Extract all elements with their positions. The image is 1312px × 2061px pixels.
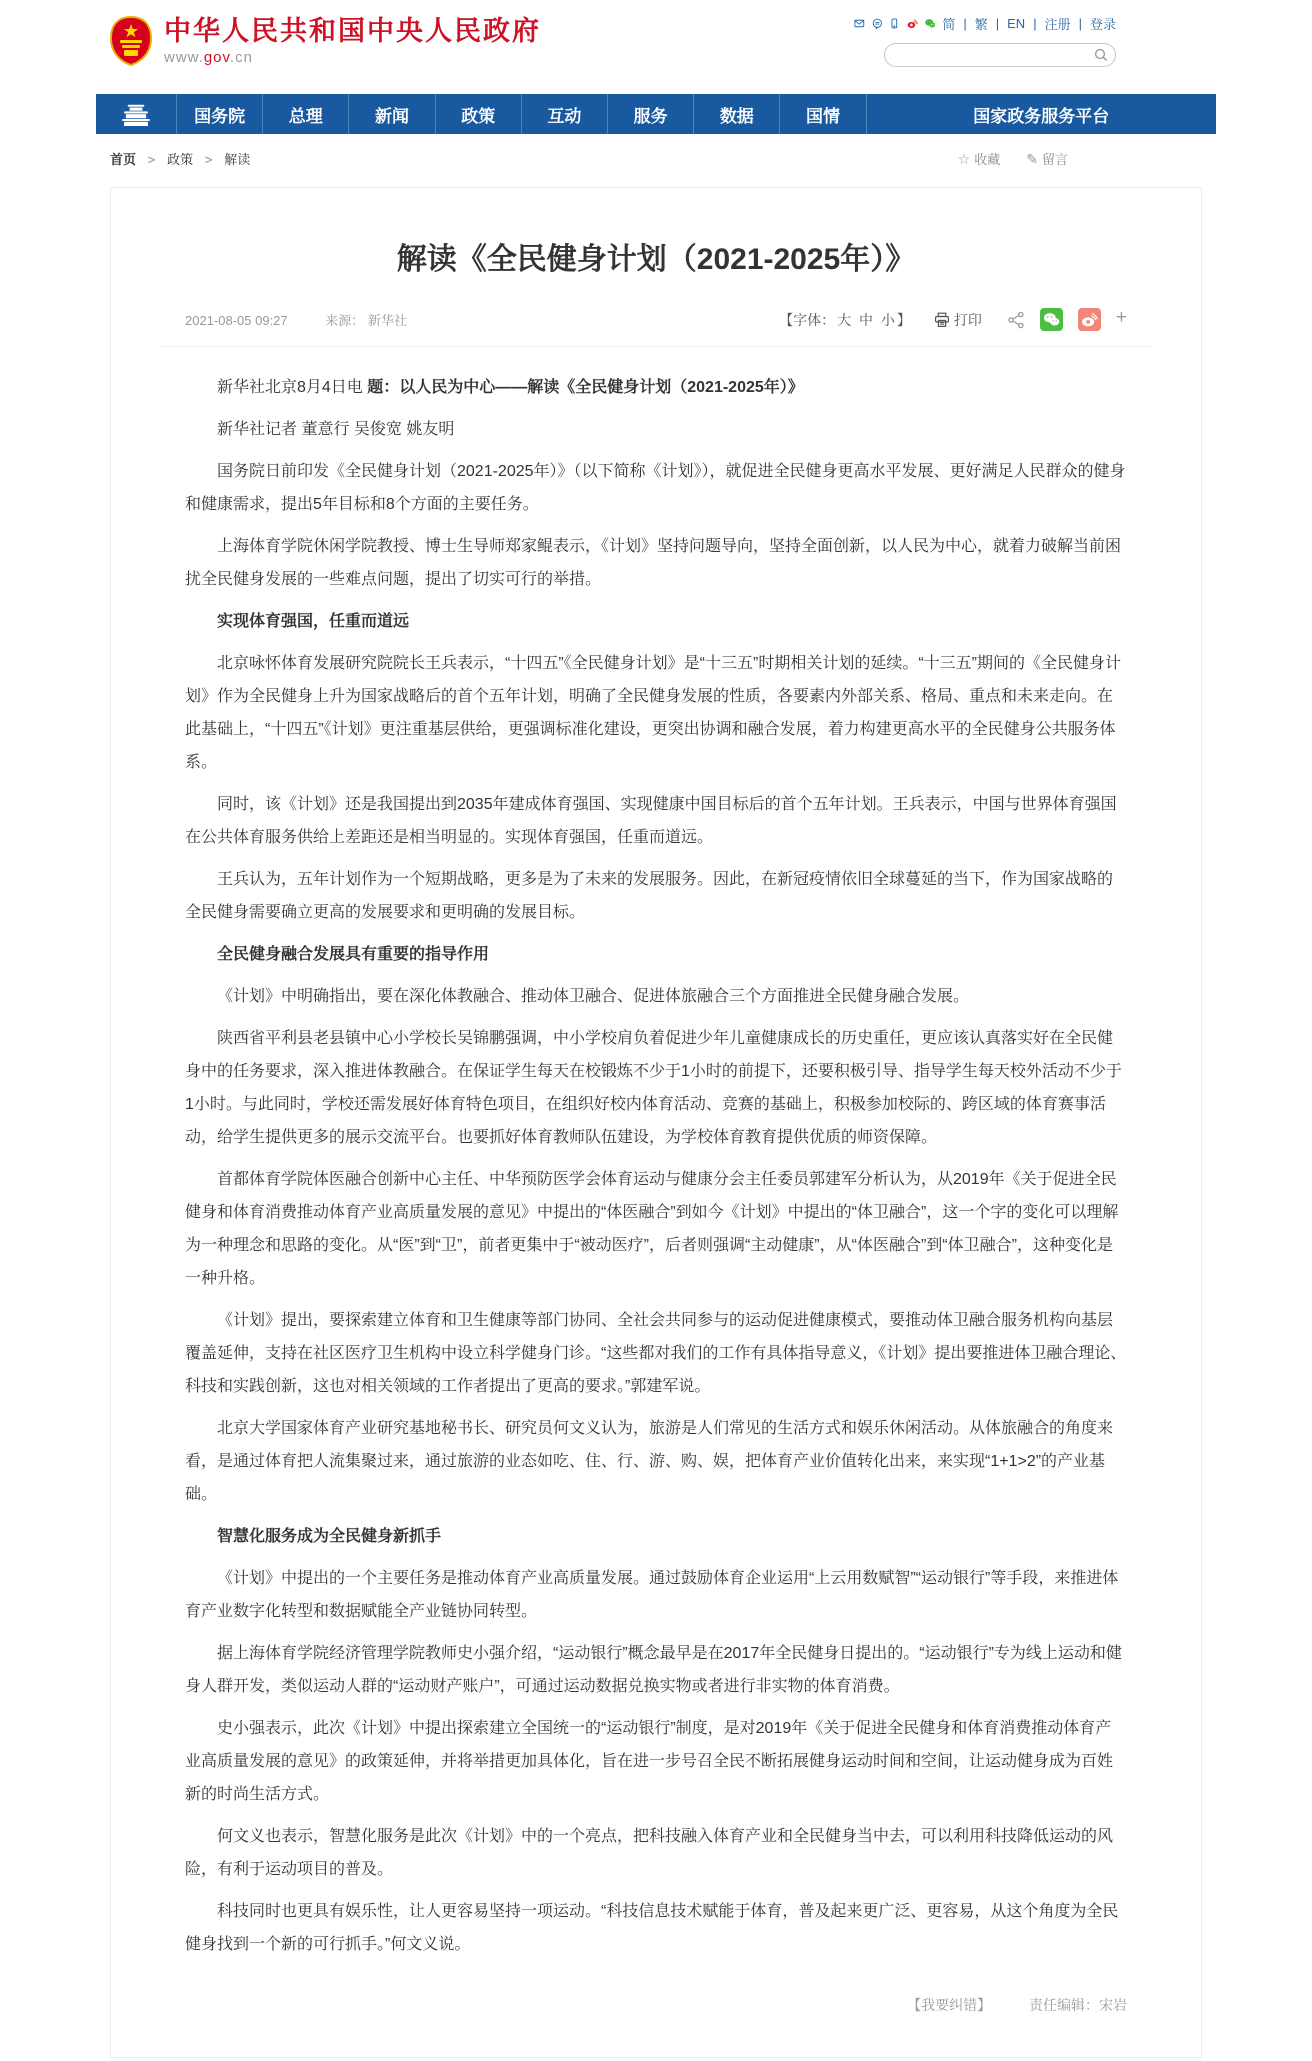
- site-url: www.gov.cn: [164, 49, 253, 66]
- article-paragraph: 上海体育学院休闲学院教授、博士生导师郑家鲲表示，《计划》坚持问题导向，坚持全面创新，以人民为中心，就着力破解当前困扰全民健身发展的一些难点问题，提出了切实可行的举措。: [185, 538, 1122, 588]
- article-paragraph: 何文义也表示，智慧化服务是此次《计划》中的一个亮点，把科技融入体育产业和全民健身当中去，可以利用科技降低运动的风险，有利于运动项目的普及。: [185, 1828, 1114, 1878]
- main-nav: [96, 94, 1216, 134]
- tiananmen-home-icon: [119, 102, 153, 126]
- share-icon[interactable]: [1007, 311, 1025, 329]
- lang-traditional-link[interactable]: 繁: [974, 17, 988, 32]
- search-box: [884, 43, 1116, 67]
- breadcrumb-row: [96, 134, 1216, 181]
- link-separator: |: [963, 16, 967, 31]
- breadcrumb-home[interactable]: 首页: [110, 152, 137, 167]
- nav-item-state-council[interactable]: 国务院: [176, 94, 262, 134]
- share-more-button[interactable]: +: [1115, 307, 1127, 328]
- page-actions: [958, 149, 1216, 168]
- weibo-icon: [1081, 312, 1098, 327]
- mobile-icon[interactable]: [889, 15, 900, 32]
- page: [96, 0, 1216, 2058]
- error-correction-button[interactable]: 【我要纠错】: [907, 1997, 992, 2013]
- article-title: 解读《全民健身计划（2021-2025年）》: [396, 243, 916, 276]
- article-paragraph: 科技同时也更具有娱乐性，让人更容易坚持一项运动。“科技信息技术赋能于体育，普及起来更广泛、更容易，从这个角度为全民健身找到一个新的可行抓手。”何文义说。: [185, 1903, 1119, 1953]
- article-paragraph: 《计划》中提出的一个主要任务是推动体育产业高质量发展。通过鼓励体育企业运用“上云用数赋智”“运动银行”等手段，来推进体育产业数字化转型和数据赋能全产业链协同转型。: [185, 1570, 1119, 1620]
- article-lead: 新华社北京8月4日电 题：以人民为中心——解读《全民健身计划（2021-2025年）》: [217, 379, 804, 396]
- article-date: 2021-08-05 09:27: [185, 313, 288, 328]
- site-title: 中华人民共和国中央人民政府: [164, 16, 541, 46]
- nav-item-data[interactable]: 数据: [693, 94, 779, 134]
- article-card: [110, 187, 1202, 2058]
- search-input[interactable]: [895, 45, 1085, 65]
- site-header: [96, 0, 1216, 94]
- font-size-control: 【字体： 大 中 小 】: [779, 311, 911, 328]
- nav-home[interactable]: [96, 94, 176, 134]
- article-paragraph: 北京咏怀体育发展研究院院长王兵表示，“十四五”《全民健身计划》是“十三五”时期相关计划的延续。“十三五”期间的《全民健身计划》作为全民健身上升为国家战略后的首个五年计划，明确了全民健身发展的性质，各要素内外部关系、格局、重点和未来走向。在此基础上，“十四五”《计划》更注重基层供给，更强调标准化建设，更突出协调和融合发展，着力构建更高水平的全民健身公共服务体系。: [185, 655, 1121, 771]
- article-paragraph: 同时，该《计划》还是我国提出到2035年建成体育强国、实现健康中国目标后的首个五年计划。王兵表示，中国与世界体育强国在公共体育服务供给上差距还是相当明显的。实现体育强国，任重而道远。: [185, 796, 1117, 846]
- article-paragraph: 据上海体育学院经济管理学院教师史小强介绍，“运动银行”概念最早是在2017年全民健身日提出的。“运动银行”专为线上运动和健身人群开发，类似运动人群的“运动财产账户”，可通过运动数据兑换实物或者进行非实物的体育消费。: [185, 1645, 1122, 1695]
- breadcrumb: [110, 149, 250, 168]
- message-button[interactable]: ✎ 留言: [1026, 151, 1068, 167]
- editor-name: 宋岩: [1099, 1997, 1127, 2013]
- site-title-block: [164, 16, 541, 66]
- article-meta-right: [779, 308, 1127, 331]
- section-heading: 实现体育强国，任重而道远: [217, 613, 410, 630]
- message-icon[interactable]: [872, 15, 883, 32]
- printer-icon: [934, 312, 950, 328]
- nav-item-services[interactable]: 服务: [607, 94, 693, 134]
- breadcrumb-policy[interactable]: 政策: [167, 152, 194, 167]
- breadcrumb-interpretation[interactable]: 解读: [224, 152, 251, 167]
- article-meta-left: [185, 310, 407, 329]
- article-footer: [185, 1995, 1127, 2015]
- lang-simplified-link[interactable]: 简: [942, 17, 956, 32]
- pencil-icon: ✎: [1026, 151, 1038, 167]
- nav-item-policy[interactable]: 政策: [435, 94, 521, 134]
- star-icon: ☆: [957, 151, 971, 167]
- header-right: [854, 14, 1116, 67]
- breadcrumb-separator: >: [204, 153, 213, 168]
- nav-item-national-conditions[interactable]: 国情: [779, 94, 865, 134]
- article-paragraph: 王兵认为，五年计划作为一个短期战略，更多是为了未来的发展服务。因此，在新冠疫情依旧全球蔓延的当下，作为国家战略的全民健身需要确立更高的发展要求和更明确的发展目标。: [185, 871, 1114, 921]
- article-body: [185, 371, 1127, 1961]
- share-weibo-button[interactable]: [1078, 308, 1101, 331]
- editor-label: 责任编辑：: [1029, 1997, 1099, 2013]
- search-icon[interactable]: [1094, 48, 1108, 62]
- article-paragraph: 北京大学国家体育产业研究基地秘书长、研究员何文义认为，旅游是人们常见的生活方式和娱乐休闲活动。从体旅融合的角度来看，是通过体育把人流集聚过来，通过旅游的业态如吃、住、行、游、购、娱，把体育产业价值转化出来，来实现“1+1>2”的产业基础。: [185, 1420, 1114, 1503]
- link-separator: |: [995, 16, 1000, 31]
- breadcrumb-separator: >: [147, 153, 156, 168]
- article-paragraph: 首都体育学院体医融合创新中心主任、中华预防医学会体育运动与健康分会主任委员郭建军分析认为，从2019年《关于促进全民健身和体育消费推动体育产业高质量发展的意见》中提出的“体医融合”到如今《计划》中提出的“体卫融合”，这一个字的变化可以理解为一种理念和思路的变化。从“医”到“卫”，前者更集中于“被动医疗”，后者则强调“主动健康”，从“体医融合”到“体卫融合”，这种变化是一种升格。: [185, 1171, 1119, 1287]
- article-paragraph: 《计划》提出，要探索建立体育和卫生健康等部门协同、全社会共同参与的运动促进健康模式，要推动体卫融合服务机构向基层覆盖延伸，支持在社区医疗卫生机构中设立科学健身门诊。“这些都对我们的工作有具体指导意义，《计划》提出要推进体卫融合理论、科技和实践创新，这也对相关领域的工作者提出了更高的要求。”郭建军说。: [185, 1312, 1127, 1395]
- source-link[interactable]: 新华社: [367, 313, 407, 328]
- mail-icon[interactable]: [854, 15, 865, 32]
- lang-english-link[interactable]: EN: [1007, 16, 1026, 31]
- article-meta-row: [161, 308, 1151, 347]
- favorite-button[interactable]: ☆ 收藏: [957, 151, 1001, 167]
- wechat-icon: [1043, 312, 1060, 327]
- header-quick-row: [854, 14, 1116, 33]
- section-heading: 全民健身融合发展具有重要的指导作用: [217, 946, 490, 963]
- share-wechat-button[interactable]: [1040, 308, 1063, 331]
- article-paragraph: 《计划》中明确指出，要在深化体教融合、推动体卫融合、促进体旅融合三个方面推进全民健身融合发展。: [217, 988, 970, 1005]
- wechat-icon[interactable]: [925, 15, 936, 32]
- font-size-large-button[interactable]: 大: [837, 311, 852, 328]
- nav-item-interaction[interactable]: 互动: [521, 94, 607, 134]
- weibo-icon[interactable]: [907, 15, 918, 32]
- link-separator: |: [1078, 16, 1082, 31]
- article-paragraph: 国务院日前印发《全民健身计划（2021-2025年）》（以下简称《计划》），就促进全民健身更高水平发展、更好满足人民群众的健身和健康需求，提出5年目标和8个方面的主要任务。: [185, 463, 1126, 513]
- font-size-small-button[interactable]: 小: [880, 311, 895, 328]
- print-button[interactable]: 打印: [934, 310, 982, 330]
- login-link[interactable]: 登录: [1089, 17, 1116, 32]
- article-lead-title: 题：以人民为中心——解读《全民健身计划（2021-2025年）》: [367, 379, 804, 396]
- font-size-medium-button[interactable]: 中: [859, 311, 873, 328]
- article-paragraph: 陕西省平利县老县镇中心小学校长吴锦鹏强调，中小学校肩负着促进少年儿童健康成长的历史重任，更应该认真落实好在全民健身中的任务要求，深入推进体教融合。在保证学生每天在校锻炼不少于1小时的前提下，还要积极引导、指导学生每天校外活动不少于1小时。与此同时，学校还需发展好体育特色项目，在组织好校内体育活动、竞赛的基础上，积极参加校际的、跨区域的体育赛事活动，给学生提供更多的展示交流平台。也要抓好体育教师队伍建设，为学校体育教育提供优质的师资保障。: [185, 1030, 1122, 1146]
- nav-item-premier[interactable]: 总理: [262, 94, 348, 134]
- register-link[interactable]: 注册: [1044, 17, 1071, 32]
- link-separator: |: [1033, 16, 1037, 31]
- national-emblem-icon: [108, 16, 154, 66]
- nav-item-news[interactable]: 新闻: [348, 94, 434, 134]
- article-byline: 新华社记者 董意行 吴俊宽 姚友明: [217, 421, 455, 438]
- nav-item-gov-service-platform[interactable]: 国家政务服务平台: [866, 94, 1216, 134]
- source-label: 来源：: [325, 313, 365, 328]
- article-paragraph: 史小强表示，此次《计划》中提出探索建立全国统一的“运动银行”制度，是对2019年《关于促进全民健身和体育消费推动体育产业高质量发展的意见》的政策延伸，并将举措更加具体化，旨在进一步号召全民不断拓展健身运动时间和空间，让运动健身成为百姓新的时尚生活方式。: [185, 1720, 1114, 1803]
- section-heading: 智慧化服务成为全民健身新抓手: [217, 1528, 442, 1545]
